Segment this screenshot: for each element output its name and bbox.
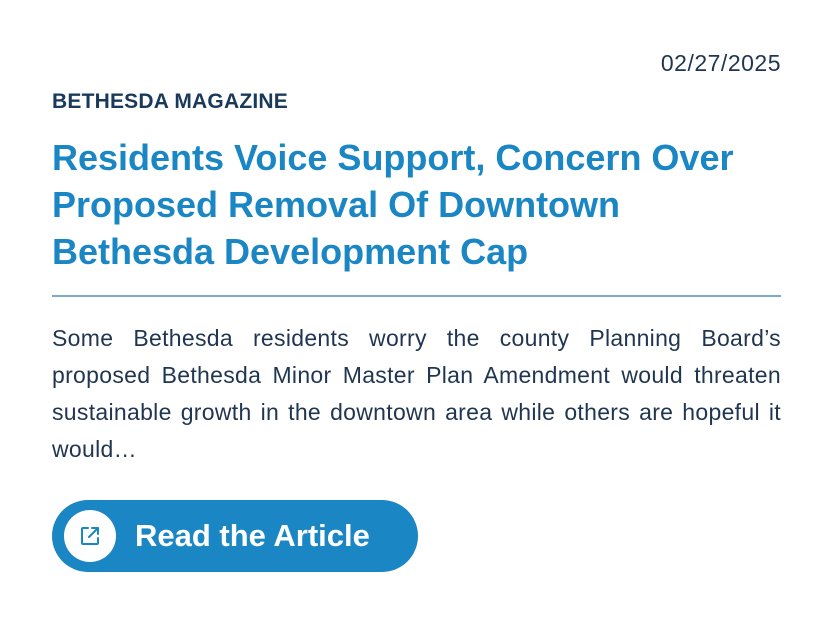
article-source: BETHESDA MAGAZINE [52,90,288,113]
read-article-label: Read the Article [135,518,370,553]
read-article-button[interactable] [52,500,418,572]
article-headline: Residents Voice Support, Concern Over Proposed Removal Of Downtown Bethesda Development Cap [52,137,734,272]
divider [52,295,781,297]
article-excerpt: Some Bethesda residents worry the county Planning Board’s proposed Bethesda Minor Master Plan Amendment would threaten sustainable growth in the downtown area while others are hopeful it would… [52,325,781,462]
article-date: 02/27/2025 [660,50,781,76]
external-link-icon [64,510,116,562]
